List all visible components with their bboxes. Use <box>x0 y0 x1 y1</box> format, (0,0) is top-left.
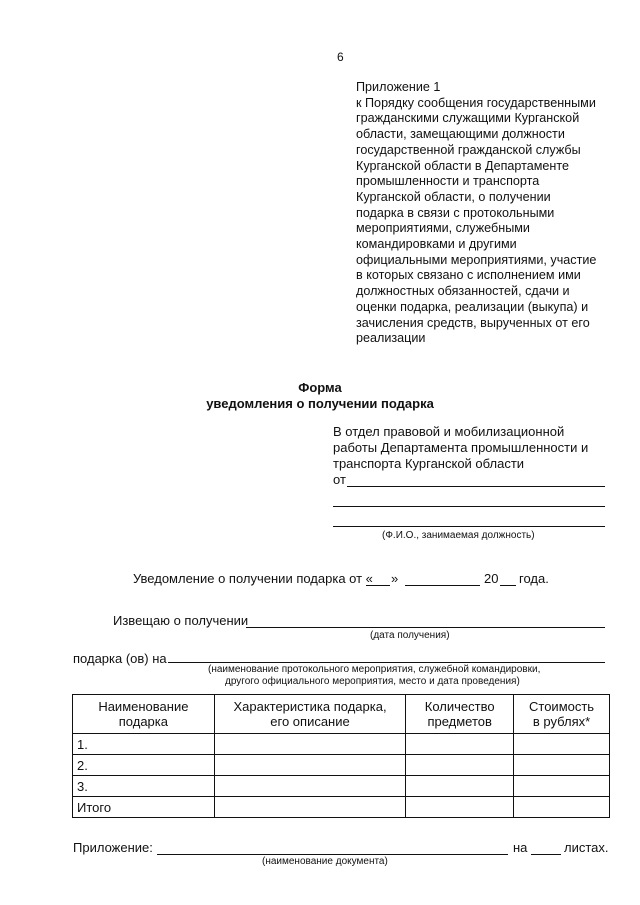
form-title <box>0 380 640 412</box>
appendix-line: реализации <box>356 331 426 346</box>
fio-hint: (Ф.И.О., занимаемая должность) <box>382 530 535 541</box>
table-cell[interactable] <box>214 797 406 818</box>
from-name-field-line2[interactable] <box>333 506 605 507</box>
from-name-field[interactable] <box>347 486 605 487</box>
row-number: 3. <box>73 776 215 797</box>
addressee-line: работы Департамента промышленности и <box>333 440 589 455</box>
position-field[interactable] <box>333 526 605 527</box>
addressee-block <box>333 424 613 472</box>
header-cost: Стоимость в рублях* <box>514 695 610 734</box>
table-cell[interactable] <box>514 755 610 776</box>
event-name-field[interactable] <box>168 662 605 663</box>
appendix-caption <box>356 80 616 347</box>
header-quantity: Количество предметов <box>406 695 514 734</box>
table-row <box>73 755 610 776</box>
addressee-line: В отдел правовой и мобилизационной <box>333 424 565 439</box>
table-cell[interactable] <box>214 734 406 755</box>
table-cell[interactable] <box>406 755 514 776</box>
appendix-line: государственной гражданской службы <box>356 142 581 157</box>
attachment-doc-field[interactable] <box>157 854 508 855</box>
table-row <box>73 776 610 797</box>
table-cell[interactable] <box>514 797 610 818</box>
appendix-line: области, замещающими должности <box>356 127 565 142</box>
attachment-sheets-field[interactable] <box>531 854 561 855</box>
appendix-line: должностных обязанностей, сдачи и <box>356 284 570 299</box>
row-number: 1. <box>73 734 215 755</box>
header-gift-name: Наименование подарка <box>73 695 215 734</box>
addressee-line: транспорта Курганской области <box>333 456 525 471</box>
appendix-line: командировками и другими <box>356 237 517 252</box>
from-label: от <box>333 472 346 487</box>
appendix-line: гражданскими служащими Курганской <box>356 111 580 126</box>
appendix-line: официальными мероприятиями, участие <box>356 252 597 267</box>
notice-quote-close: » <box>391 571 399 586</box>
table-cell[interactable] <box>214 776 406 797</box>
appendix-line: мероприятиями, служебными <box>356 221 530 236</box>
appendix-line: промышленности и транспорта <box>356 174 540 189</box>
notice-day-field[interactable] <box>366 585 390 586</box>
appendix-line: Курганской области в Департаменте <box>356 158 570 173</box>
appendix-line: зачисления средств, вырученных от его <box>356 315 590 330</box>
row-number: 2. <box>73 755 215 776</box>
notice-year-prefix: 20 <box>484 571 499 586</box>
notice-year-field[interactable] <box>500 585 516 586</box>
notice-text: Уведомление о получении подарка от « <box>133 571 373 586</box>
attachment-label: Приложение: <box>73 840 153 855</box>
header-gift-description: Характеристика подарка, его описание <box>214 695 406 734</box>
attachment-hint: (наименование документа) <box>262 856 388 867</box>
receipt-date-field[interactable] <box>246 627 605 628</box>
event-hint-line2: другого официального мероприятия, место и дата проведения) <box>225 676 520 687</box>
appendix-line: Приложение 1 <box>356 80 441 94</box>
table-row <box>73 734 610 755</box>
gifts-label: подарка (ов) на <box>73 651 167 666</box>
attachment-sheets-label: листах. <box>564 840 609 855</box>
total-label: Итого <box>73 797 215 818</box>
table-cell[interactable] <box>514 776 610 797</box>
event-hint-line1: (наименование протокольного мероприятия, служебной командировки, <box>208 664 541 675</box>
table-row-total <box>73 797 610 818</box>
table-cell[interactable] <box>406 734 514 755</box>
appendix-line: в которых связано с исполнением ими <box>356 268 581 283</box>
receipt-label: Извещаю о получении <box>113 613 249 628</box>
attachment-on: на <box>513 840 528 855</box>
table-cell[interactable] <box>406 797 514 818</box>
receipt-hint: (дата получения) <box>370 630 450 641</box>
notice-month-field[interactable] <box>405 585 480 586</box>
appendix-line: оценки подарка, реализации (выкупа) и <box>356 299 589 314</box>
table-header-row <box>73 695 610 734</box>
appendix-line: Курганской области, о получении <box>356 189 551 204</box>
gifts-table <box>72 694 610 818</box>
table-cell[interactable] <box>214 755 406 776</box>
page-number: 6 <box>337 50 344 64</box>
form-title-line1: Форма <box>298 380 342 395</box>
table-cell[interactable] <box>406 776 514 797</box>
notice-year-suffix: года. <box>519 571 549 586</box>
appendix-line: подарка в связи с протокольными <box>356 205 555 220</box>
form-title-line2: уведомления о получении подарка <box>206 396 434 411</box>
table-cell[interactable] <box>514 734 610 755</box>
appendix-line: к Порядку сообщения государственными <box>356 95 596 110</box>
